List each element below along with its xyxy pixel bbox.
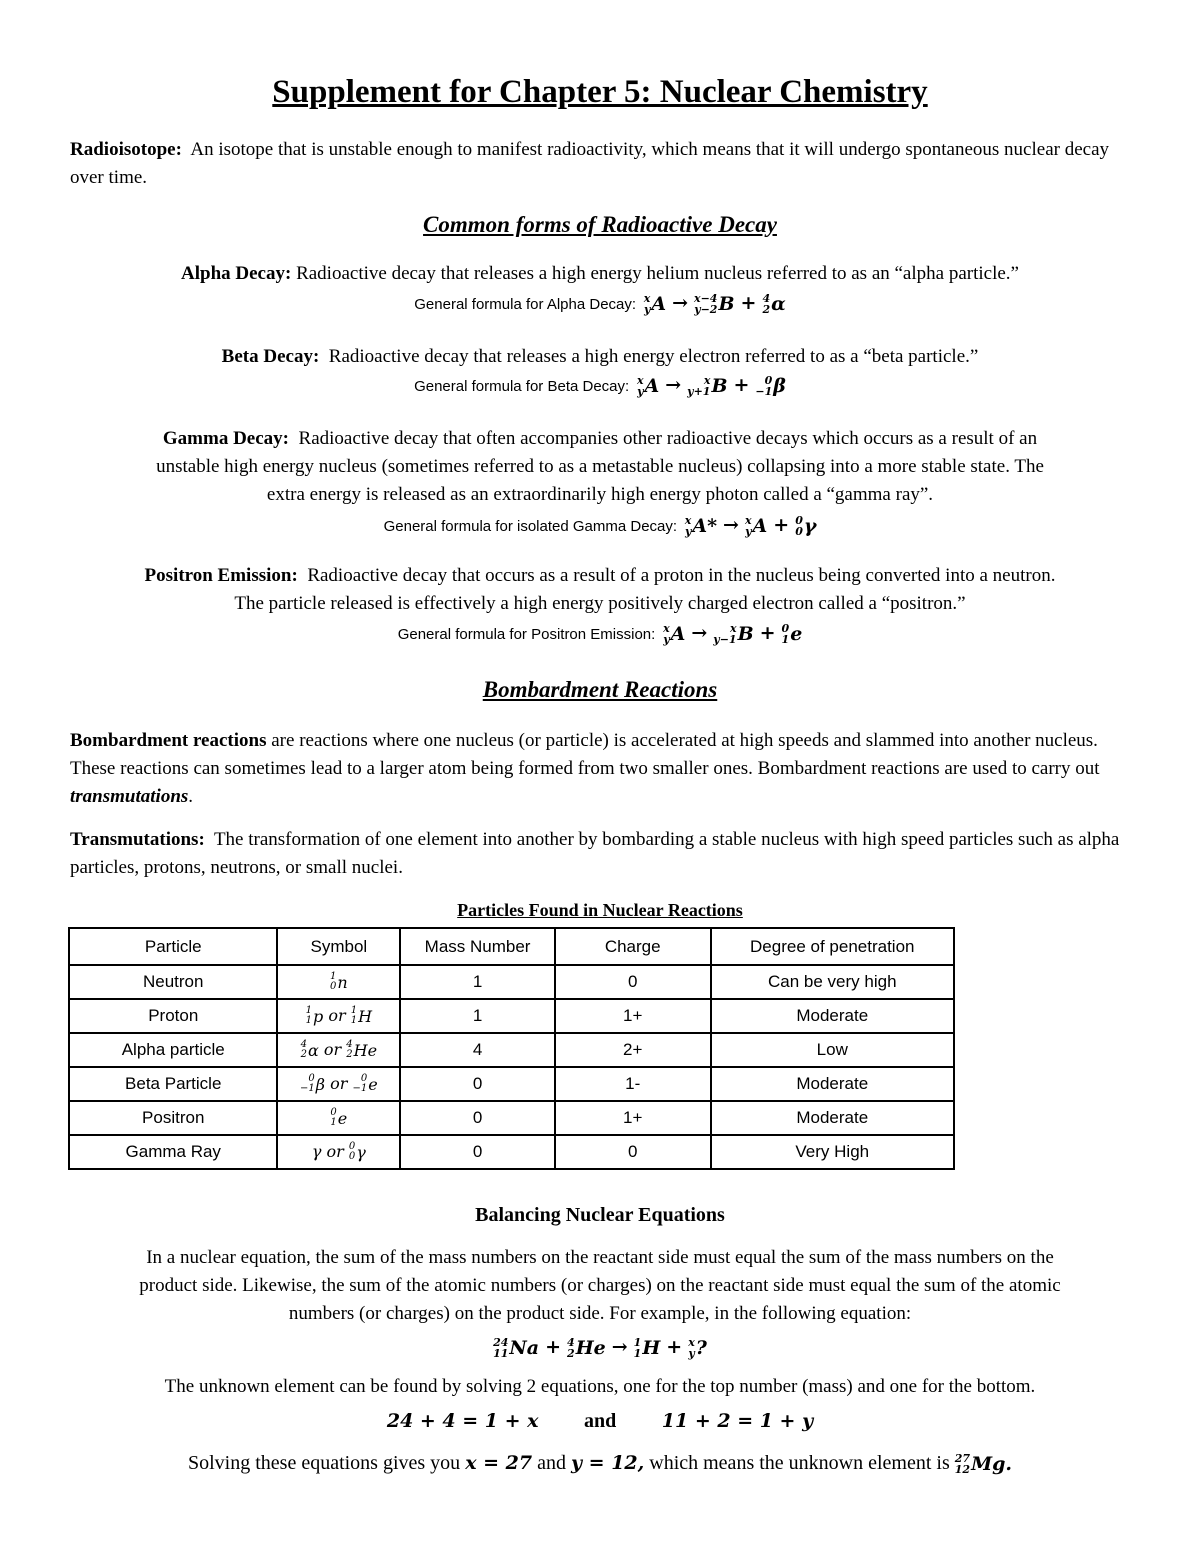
or-word: or	[330, 1073, 348, 1093]
solution-suffix: which means the unknown element is	[644, 1452, 955, 1474]
table-row	[69, 999, 954, 1033]
magnesium-symbol: 27 12 Mg.	[954, 1452, 1012, 1476]
cell-mass: 0	[400, 1101, 555, 1135]
cell-mass: 0	[400, 1135, 555, 1169]
solution-y: y = 12,	[571, 1452, 645, 1474]
beta-formula	[0, 374, 1200, 397]
table-caption: Particles Found in Nuclear Reactions	[457, 900, 743, 920]
gamma-formula	[0, 514, 1200, 537]
cell-mass: 1	[400, 965, 555, 999]
beta-definition: Radioactive decay that releases a high energy electron referred to as a “beta particle.”	[328, 346, 979, 367]
positron-definition-line-2: The particle released is effectively a high energy positively charged electron called a “positron.”	[234, 593, 966, 614]
positron-equation: x y A → x y−1 B + 0 1 e	[663, 622, 803, 646]
gamma-formula-label: General formula for isolated Gamma Decay:	[383, 518, 678, 535]
bombardment-heading: Bombardment Reactions	[482, 677, 718, 702]
solution-prefix: Solving these equations gives you	[187, 1452, 466, 1474]
positron-definition-line-1: Radioactive decay that occurs as a result of a proton in the nucleus being converted into a neutron.	[307, 565, 1056, 586]
header-mass-number: Mass Number	[400, 928, 555, 965]
example-equation	[0, 1336, 1200, 1359]
beta-paragraph	[40, 343, 1160, 371]
alpha-equation: x y A → x−4 y−2 B + 4 2 α	[643, 292, 786, 316]
positron-formula	[0, 622, 1200, 645]
particles-table	[68, 927, 955, 1170]
cell-charge: 1+	[555, 999, 711, 1033]
cell-symbol: 0 −1 β or 0 −1 e	[277, 1067, 400, 1101]
gamma-definition-line-3: extra energy is released as an extraordinarily high energy photon called a “gamma ray”.	[266, 484, 934, 505]
or-word: or	[328, 1005, 346, 1025]
atomic-equation: 11 + 2 = 1 + y	[661, 1410, 814, 1432]
cell-particle: Positron	[69, 1101, 277, 1135]
cell-symbol: 4 2 α or 4 2 He	[277, 1033, 400, 1067]
cell-particle: Alpha particle	[69, 1033, 277, 1067]
cell-penetration: Moderate	[711, 999, 954, 1033]
alpha-paragraph	[40, 260, 1160, 288]
cell-penetration: Low	[711, 1033, 954, 1067]
cell-particle: Beta Particle	[69, 1067, 277, 1101]
bombardment-text-2: .	[188, 786, 194, 807]
cell-charge: 0	[555, 965, 711, 999]
cell-charge: 0	[555, 1135, 711, 1169]
transmutations-paragraph	[70, 826, 1135, 882]
cell-symbol: 1 1 p or 1 1 H	[277, 999, 400, 1033]
gamma-paragraph	[40, 425, 1160, 509]
alpha-definition: Radioactive decay that releases a high energy helium nucleus referred to as an “alpha particle.”	[296, 263, 1019, 284]
solution-text	[40, 1449, 1160, 1478]
unknown-element-text: The unknown element can be found by solving 2 equations, one for the top number (mass) and one for the bottom.	[164, 1376, 1036, 1397]
cell-penetration: Can be very high	[711, 965, 954, 999]
table-row	[69, 965, 954, 999]
table-row	[69, 1135, 954, 1169]
radioisotope-definition: An isotope that is unstable enough to manifest radioactivity, which means that it will undergo spontaneous nuclear decay over time.	[70, 139, 1110, 188]
cell-charge: 1+	[555, 1101, 711, 1135]
cell-particle: Gamma Ray	[69, 1135, 277, 1169]
header-symbol: Symbol	[277, 928, 400, 965]
transmutations-emphasis: transmutations	[70, 786, 189, 807]
cell-penetration: Moderate	[711, 1067, 954, 1101]
balancing-line-1: In a nuclear equation, the sum of the mass numbers on the reactant side must equal the sum of the mass numbers on the	[146, 1247, 1054, 1268]
bombardment-paragraph	[70, 727, 1135, 811]
cell-particle: Neutron	[69, 965, 277, 999]
table-row	[69, 1101, 954, 1135]
bombardment-text-1: are reactions where one nucleus (or particle) is accelerated at high speeds and slammed into another nucleus. These reactions can sometimes lead to a larger atom being formed from two smaller ones. Bombardment reactions are used to carry out	[70, 730, 1100, 779]
gamma-term: Gamma Decay:	[162, 428, 290, 449]
solution-x: x = 27	[465, 1452, 533, 1474]
cell-symbol: 1 0 n	[277, 965, 400, 999]
or-word: or	[326, 1141, 344, 1161]
alpha-term: Alpha Decay:	[181, 263, 292, 284]
cell-charge: 2+	[555, 1033, 711, 1067]
cell-particle: Proton	[69, 999, 277, 1033]
cell-symbol: 0 1 e	[277, 1101, 400, 1135]
decay-heading: Common forms of Radioactive Decay	[423, 212, 777, 237]
radioisotope-term: Radioisotope:	[70, 139, 182, 160]
table-row	[69, 1067, 954, 1101]
positron-term: Positron Emission:	[144, 565, 298, 586]
positron-paragraph	[40, 562, 1160, 618]
positron-formula-label: General formula for Positron Emission:	[397, 626, 656, 643]
alpha-formula-label: General formula for Alpha Decay:	[414, 296, 637, 313]
cell-charge: 1-	[555, 1067, 711, 1101]
gamma-definition-line-1: Radioactive decay that often accompanies other radioactive decays which occurs as a result of an	[298, 428, 1038, 449]
transmutations-definition: The transformation of one element into another by bombarding a stable nucleus with high speed particles such as alpha particles, protons, neutrons, or small nuclei.	[70, 829, 1120, 878]
table-row	[69, 1033, 954, 1067]
transmutations-term: Transmutations:	[70, 829, 205, 850]
table-header-row	[69, 928, 954, 965]
header-penetration: Degree of penetration	[711, 928, 954, 965]
cell-symbol: γ or 0 0 γ	[277, 1135, 400, 1169]
solution-and: and	[532, 1452, 571, 1474]
balancing-line-2: product side. Likewise, the sum of the atomic numbers (or charges) on the reactant side must equal the sum of the atomic	[139, 1275, 1061, 1296]
header-particle: Particle	[69, 928, 277, 965]
example-equation-math: 24 11 Na + 4 2 He → 1 1 H + x y ?	[493, 1336, 707, 1360]
balancing-line-3: numbers (or charges) on the product side. For example, in the following equation:	[288, 1303, 912, 1324]
or-word: or	[323, 1039, 342, 1059]
gamma-equation: x y A* → x y A + 0 0 γ	[684, 514, 817, 538]
balancing-heading: Balancing Nuclear Equations	[475, 1204, 725, 1226]
cell-penetration: Moderate	[711, 1101, 954, 1135]
beta-term: Beta Decay:	[221, 346, 320, 367]
header-charge: Charge	[555, 928, 711, 965]
cell-mass: 1	[400, 999, 555, 1033]
radioisotope-paragraph	[70, 136, 1135, 192]
balancing-paragraph	[40, 1244, 1160, 1328]
page-title: Supplement for Chapter 5: Nuclear Chemistry	[272, 74, 928, 110]
and-word: and	[584, 1410, 617, 1432]
solving-equations	[40, 1407, 1160, 1435]
bombardment-term: Bombardment reactions	[70, 730, 267, 751]
cell-penetration: Very High	[711, 1135, 954, 1169]
mass-equation: 24 + 4 = 1 + x	[386, 1410, 539, 1432]
gamma-definition-line-2: unstable high energy nucleus (sometimes referred to as a metastable nucleus) collapsing into a more stable state. The	[156, 456, 1044, 477]
cell-mass: 0	[400, 1067, 555, 1101]
beta-formula-label: General formula for Beta Decay:	[414, 378, 630, 395]
alpha-formula	[0, 292, 1200, 315]
cell-mass: 4	[400, 1033, 555, 1067]
beta-equation: x y A → x y+1 B + 0 −1 β	[636, 374, 786, 398]
